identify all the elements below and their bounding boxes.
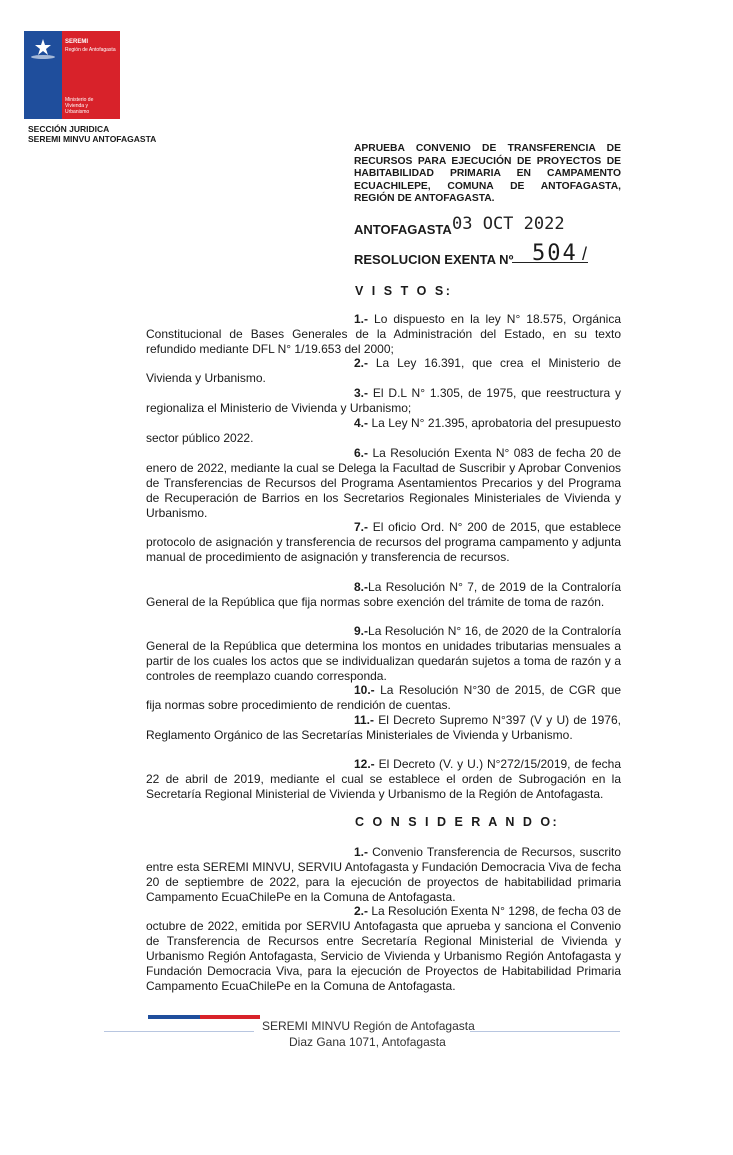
visto-number: 4.- xyxy=(354,416,369,430)
logo-blue-panel xyxy=(24,31,62,119)
considerando-number: 1.- xyxy=(354,845,369,859)
visto-paragraph xyxy=(146,386,621,416)
visto-number: 3.- xyxy=(354,386,369,400)
visto-text: La Resolución Exenta N° 083 de fecha 20 de enero de 2022, mediante la cual se Delega la Facultad de Suscribir y Aprobar Convenios de Transferencias de Recursos del Programa Asentamientos Precarios y del Programa de Recuperación de Barrios en los Secretarios Regionales Ministeriales de Vivienda y Urbanismo. xyxy=(146,446,621,520)
visto-text: Lo dispuesto en la ley N° 18.575, Orgánica Constitucional de Bases Generales de la Administración del Estado, en su texto refundido mediante DFL N° 1/19.653 del 2000; xyxy=(146,312,621,356)
footer-rule-left xyxy=(104,1031,254,1032)
footer-address: Diaz Gana 1071, Antofagasta xyxy=(289,1035,446,1049)
visto-paragraph xyxy=(146,356,621,386)
department-line: SEREMI MINVU ANTOFAGASTA xyxy=(28,134,157,144)
visto-text: La Ley N° 21.395, aprobatoria del presupuesto sector público 2022. xyxy=(146,416,621,445)
footer-red-bar xyxy=(200,1015,260,1019)
visto-paragraph xyxy=(146,757,621,802)
visto-text: El oficio Ord. N° 200 de 2015, que establece protocolo de asignación y transferencia de recursos del programa campamento y adjunta manual de procedimiento de asignación y transferencia de recursos. xyxy=(146,520,621,564)
visto-number: 12.- xyxy=(354,757,375,771)
visto-text: El Decreto (V. y U.) N°272/15/2019, de fecha 22 de abril de 2019, mediante el cual se establece el orden de Subrogación en la Secretaría Regional Ministerial de Vivienda y Urbanismo de la Región de Antofagasta. xyxy=(146,757,621,801)
visto-paragraph xyxy=(146,683,621,713)
department-line: SECCIÓN JURIDICA xyxy=(28,124,110,134)
visto-number: 10.- xyxy=(354,683,375,697)
visto-number: 8.- xyxy=(354,580,369,594)
visto-text: La Resolución N°30 de 2015, de CGR que fija normas sobre procedimiento de rendición de cuentas. xyxy=(146,683,621,712)
logo-ministry-line: Vivienda y xyxy=(65,103,88,109)
visto-text: La Ley 16.391, que crea el Ministerio de Vivienda y Urbanismo. xyxy=(146,356,621,385)
logo-red-panel xyxy=(62,31,120,119)
visto-text: El D.L N° 1.305, de 1975, que reestructura y regionaliza el Ministerio de Vivienda y Urbanismo; xyxy=(146,386,621,415)
logo-subtitle: Región de Antofagasta xyxy=(65,47,116,53)
considerando-text: La Resolución Exenta N° 1298, de fecha 03 de octubre de 2022, emitida por SERVIU Antofagasta que aprueba y sanciona el Convenio de Transferencia de Recursos entre Secretaría Regional Ministerial de Vivienda y Urbanismo Región Antofagasta, Servicio de Vivienda y Urbanismo Región Antofagasta y Fundación Democracia Viva, para la ejecución de Proyectos de Habitabilidad Primaria Campamento EcuaChilePe en la Comuna de Antofagasta. xyxy=(146,904,621,993)
resolution-number: 504 xyxy=(532,241,578,266)
resolution-label: RESOLUCION EXENTA Nº xyxy=(354,252,514,267)
visto-number: 2.- xyxy=(354,356,369,370)
visto-paragraph xyxy=(146,446,621,521)
visto-paragraph xyxy=(146,713,621,743)
place-label: ANTOFAGASTA xyxy=(354,222,452,237)
visto-paragraph xyxy=(146,416,621,446)
logo-title: SEREMI xyxy=(65,39,89,45)
visto-number: 11.- xyxy=(354,713,375,727)
logo-ministry xyxy=(65,97,93,115)
considerando-text: Convenio Transferencia de Recursos, suscrito entre esta SEREMI MINVU, SERVIU Antofagasta y Fundación Democracia Viva de fecha 20 de septiembre de 2022, para la ejecución de proyectos de habitabilidad primaria Campamento EcuaChilePe en la Comuna de Antofagasta. xyxy=(146,845,621,904)
visto-number: 7.- xyxy=(354,520,369,534)
considerando-number: 2.- xyxy=(354,904,369,918)
resolution-subject: APRUEBA CONVENIO DE TRANSFERENCIA DE RECURSOS PARA EJECUCIÓN DE PROYECTOS DE HABITABILIDAD PRIMARIA EN CAMPAMENTO ECUACHILEPE, COMUNA DE ANTOFAGASTA, REGIÓN DE ANTOFAGASTA. xyxy=(354,143,621,204)
vistos-heading: V I S T O S: xyxy=(355,284,453,298)
visto-paragraph xyxy=(146,520,621,565)
logo-ministry-line: Urbanismo xyxy=(65,109,90,115)
visto-number: 1.- xyxy=(354,312,369,326)
footer-blue-bar xyxy=(148,1015,200,1019)
visto-number: 9.- xyxy=(354,624,369,638)
visto-text: La Resolución N° 16, de 2020 de la Contraloría General de la República que determina los montos en unidades tributarias mensuales a partir de los cuales los actos que se individualizan quedarán sujetos a toma de razón y a controles de reemplazo cuando corresponda. xyxy=(146,624,621,683)
footer-rule-right xyxy=(470,1031,620,1032)
seremi-logo xyxy=(24,31,120,119)
considerando-paragraph xyxy=(146,904,621,994)
visto-text: La Resolución N° 7, de 2019 de la Contraloría General de la República que fija normas sobre exención del trámite de toma de razón. xyxy=(146,580,621,609)
visto-paragraph xyxy=(146,580,621,610)
chile-coat-of-arms-icon xyxy=(28,37,58,59)
considerando-paragraph xyxy=(146,845,621,905)
visto-number: 6.- xyxy=(354,446,369,460)
resolution-number-field xyxy=(512,240,588,266)
department-header xyxy=(28,124,156,144)
considerando-heading: C O N S I D E R A N D O: xyxy=(355,815,560,829)
visto-text: El Decreto Supremo N°397 (V y U) de 1976, Reglamento Orgánico de las Secretarías Ministeriales de Vivienda y Urbanismo. xyxy=(146,713,621,742)
date-stamp: 03 OCT 2022 xyxy=(452,214,565,234)
footer-org: SEREMI MINVU Región de Antofagasta xyxy=(262,1019,475,1033)
visto-paragraph xyxy=(146,312,621,357)
slash-mark: / xyxy=(582,244,588,264)
footer xyxy=(262,1018,475,1050)
visto-paragraph xyxy=(146,624,621,684)
logo-ministry-line: Ministerio de xyxy=(65,97,94,103)
